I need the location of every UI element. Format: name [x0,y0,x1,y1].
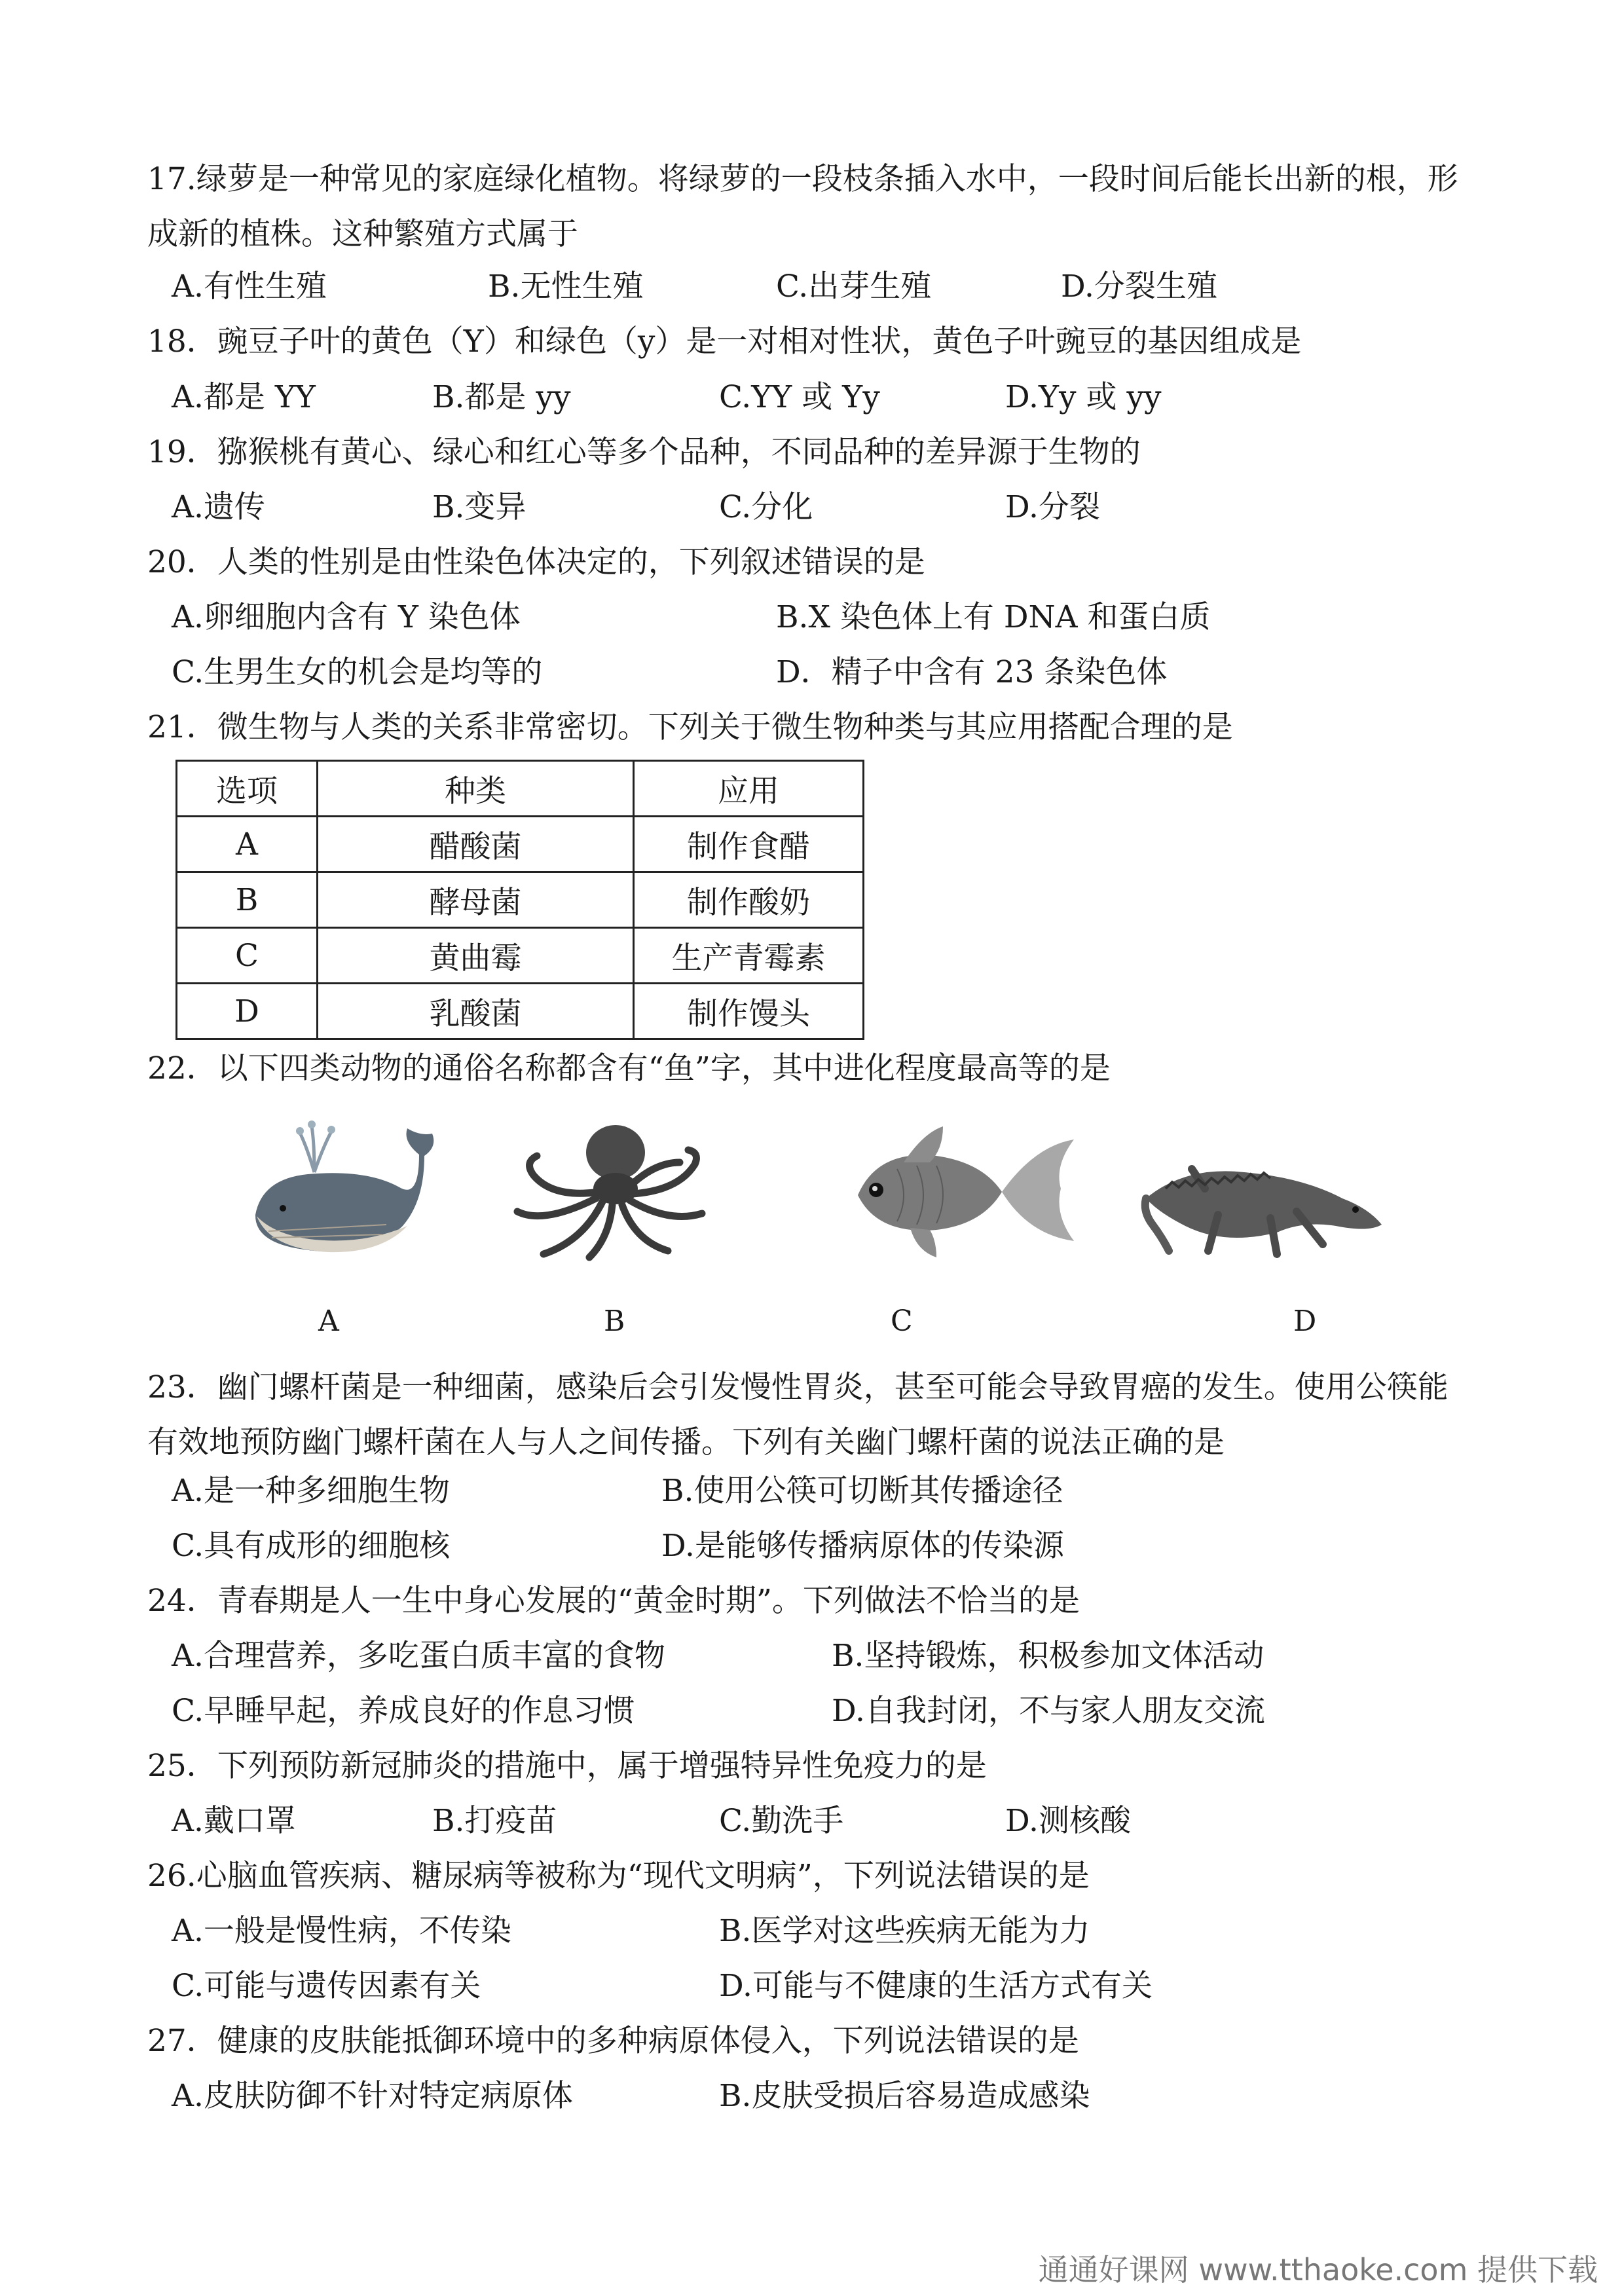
question-23-option-d: D.是能够传播病原体的传染源 [661,1528,1064,1564]
table-cell: 乳酸菌 [318,984,634,1039]
question-19-option-c: C.分化 [719,489,813,525]
question-17-option-a: A.有性生殖 [172,268,327,305]
question-26-stem: 26.心脑血管疾病、糖尿病等被称为“现代文明病”，下列说法错误的是 [147,1858,1090,1894]
question-17-option-b: B.无性生殖 [488,268,644,305]
question-19-stem: 19．猕猴桃有黄心、绿心和红心等多个品种，不同品种的差异源于生物的 [147,434,1141,470]
table-cell: C [177,928,318,984]
question-20-stem: 20．人类的性别是由性染色体决定的，下列叙述错误的是 [147,544,925,580]
question-23-option-a: A.是一种多细胞生物 [172,1473,450,1509]
question-25-stem: 25．下列预防新冠肺炎的措施中，属于增强特异性免疫力的是 [147,1748,987,1784]
question-27-option-a: A.皮肤防御不针对特定病原体 [172,2078,573,2114]
question-22-stem: 22．以下四类动物的通俗名称都含有“鱼”字，其中进化程度最高等的是 [147,1050,1111,1086]
question-27-stem: 27．健康的皮肤能抵御环境中的多种病原体侵入，下列说法错误的是 [147,2023,1079,2059]
question-18-option-b: B.都是 yy [432,379,571,415]
question-27-option-b: B.皮肤受损后容易造成感染 [719,2078,1090,2114]
question-19-option-d: D.分裂 [1005,489,1100,525]
animal-label-c: C [891,1305,913,1338]
table-cell: 制作酸奶 [634,872,864,928]
question-26-option-b: B.医学对这些疾病无能为力 [719,1913,1090,1949]
crocodile-icon [1139,1136,1388,1267]
question-24-stem: 24．青春期是人一生中身心发展的“黄金时期”。下列做法不恰当的是 [147,1583,1080,1619]
question-26-option-d: D.可能与不健康的生活方式有关 [719,1968,1153,2004]
table-cell: 醋酸菌 [318,817,634,872]
question-23-option-b: B.使用公筷可切断其传播途径 [661,1473,1063,1509]
question-17-stem: 17.绿萝是一种常见的家庭绿化植物。将绿萝的一段枝条插入水中，一段时间后能长出新的根，形成新的植株。这种繁殖方式属于 [147,161,1458,252]
question-24-option-b: B.坚持锻炼，积极参加文体活动 [832,1638,1264,1674]
table-cell: A [177,817,318,872]
question-17-option-c: C.出芽生殖 [776,268,932,305]
animal-label-a: A [318,1305,339,1338]
question-20-option-c: C.生男生女的机会是均等的 [172,654,543,690]
table-header-cell: 种类 [318,761,634,817]
animal-label-b: B [604,1305,625,1338]
animal-label-d: D [1293,1305,1317,1338]
question-25-option-a: A.戴口罩 [172,1803,296,1839]
question-18-stem: 18．豌豆子叶的黄色（Y）和绿色（y）是一对相对性状，黄色子叶豌豆的基因组成是 [147,324,1302,360]
question-26-option-c: C.可能与遗传因素有关 [172,1968,481,2004]
table-cell: 酵母菌 [318,872,634,928]
question-23-option-c: C.具有成形的细胞核 [172,1528,451,1564]
octopus-icon [504,1117,720,1267]
table-header-cell: 选项 [177,761,318,817]
table-cell: D [177,984,318,1039]
question-24-option-c: C.早睡早起，养成良好的作息习惯 [172,1693,635,1729]
question-20-option-b: B.X 染色体上有 DNA 和蛋白质 [776,599,1211,635]
question-19-option-b: B.变异 [432,489,526,525]
question-18-option-d: D.Yy 或 yy [1005,379,1162,415]
table-header-row [177,761,864,817]
table-row [177,984,864,1039]
question-25-option-c: C.勤洗手 [719,1803,844,1839]
goldfish-icon [845,1123,1080,1261]
question-26-option-a: A.一般是慢性病，不传染 [172,1913,511,1949]
question-25-option-d: D.测核酸 [1005,1803,1131,1839]
question-24-option-a: A.合理营养，多吃蛋白质丰富的食物 [172,1638,665,1674]
question-18-option-a: A.都是 YY [172,379,316,415]
table-row [177,872,864,928]
table-row [177,928,864,984]
question-20-option-d: D．精子中含有 23 条染色体 [776,654,1168,690]
question-18-option-c: C.YY 或 Yy [719,379,880,415]
question-19-option-a: A.遗传 [172,489,265,525]
question-24-option-d: D.自我封闭，不与家人朋友交流 [832,1693,1265,1729]
table-cell: 黄曲霉 [318,928,634,984]
table-cell: 生产青霉素 [634,928,864,984]
question-25-option-b: B.打疫苗 [432,1803,557,1839]
question-17-option-d: D.分裂生殖 [1061,268,1217,305]
whale-icon [242,1117,458,1267]
table-cell: 制作食醋 [634,817,864,872]
table-cell: 制作馒头 [634,984,864,1039]
table-cell: B [177,872,318,928]
table-row [177,817,864,872]
question-21-stem: 21．微生物与人类的关系非常密切。下列关于微生物种类与其应用搭配合理的是 [147,709,1233,745]
question-20-option-a: A.卵细胞内含有 Y 染色体 [172,599,521,635]
question-23-stem: 23．幽门螺杆菌是一种细菌，感染后会引发慢性胃炎，甚至可能会导致胃癌的发生。使用公筷能有效地预防幽门螺杆菌在人与人之间传播。下列有关幽门螺杆菌的说法正确的是 [147,1369,1449,1460]
microbe-table [175,760,864,1040]
watermark-text: 通通好课网 www.tthaoke.com 提供下载 [1038,2252,1598,2287]
table-header-cell: 应用 [634,761,864,817]
